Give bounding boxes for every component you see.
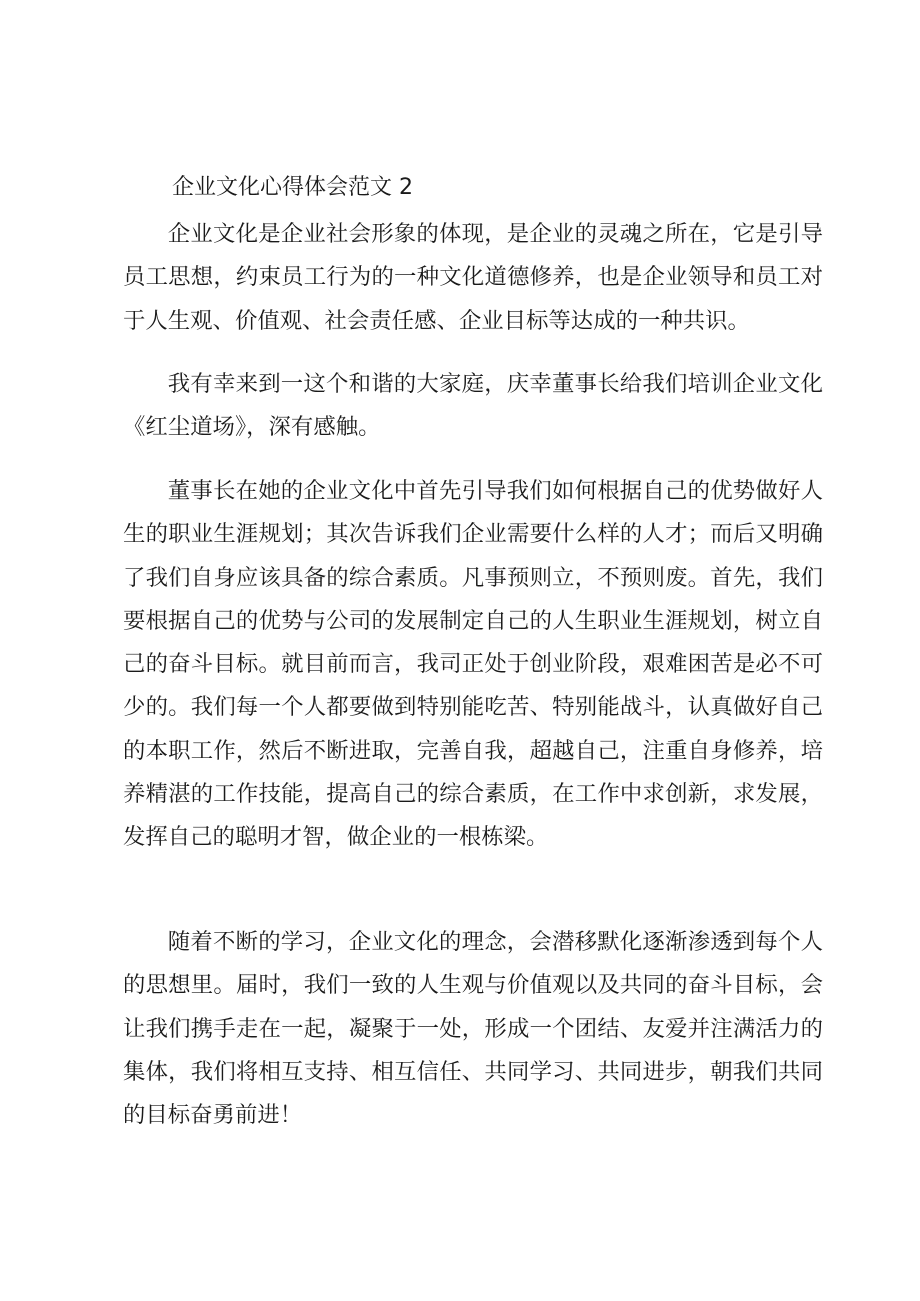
paragraph-4: 随着不断的学习，企业文化的理念，会潜移默化逐渐渗透到每个人的思想里。届时，我们一致的人生观与价值观以及共同的奋斗目标，会让我们携手走在一起，凝聚于一处，形成一个团结、友爱并注满活力的集体，我们将相互支持、相互信任、共同学习、共同进步，朝我们共同的目标奋勇前进！ — [123, 929, 823, 1129]
paragraph-2: 我有幸来到一这个和谐的大家庭，庆幸董事长给我们培训企业文化《红尘道场》，深有感触。 — [123, 371, 823, 441]
paragraph-1: 企业文化是企业社会形象的体现，是企业的灵魂之所在，它是引导员工思想，约束员工行为的一种文化道德修养，也是企业领导和员工对于人生观、价值观、社会责任感、企业目标等达成的一种共识。 — [123, 221, 823, 334]
paragraph-3: 董事长在她的企业文化中首先引导我们如何根据自己的优势做好人生的职业生涯规划；其次告诉我们企业需要什么样的人才；而后又明确了我们自身应该具备的综合素质。凡事预则立，不预则废。首先，我们要根据自己的优势与公司的发展制定自己的人生职业生涯规划，树立自己的奋斗目标。就目前而言，我司正处于创业阶段，艰难困苦是必不可少的。我们每一个人都要做到特别能吃苦、特别能战斗，认真做好自己的本职工作，然后不断进取，完善自我，超越自己，注重自身修养，培养精湛的工作技能，提高自己的综合素质，在工作中求创新，求发展，发挥自己的聪明才智，做企业的一根栋梁。 — [123, 478, 823, 851]
document-title: 企业文化心得体会范文 2 — [172, 175, 413, 200]
